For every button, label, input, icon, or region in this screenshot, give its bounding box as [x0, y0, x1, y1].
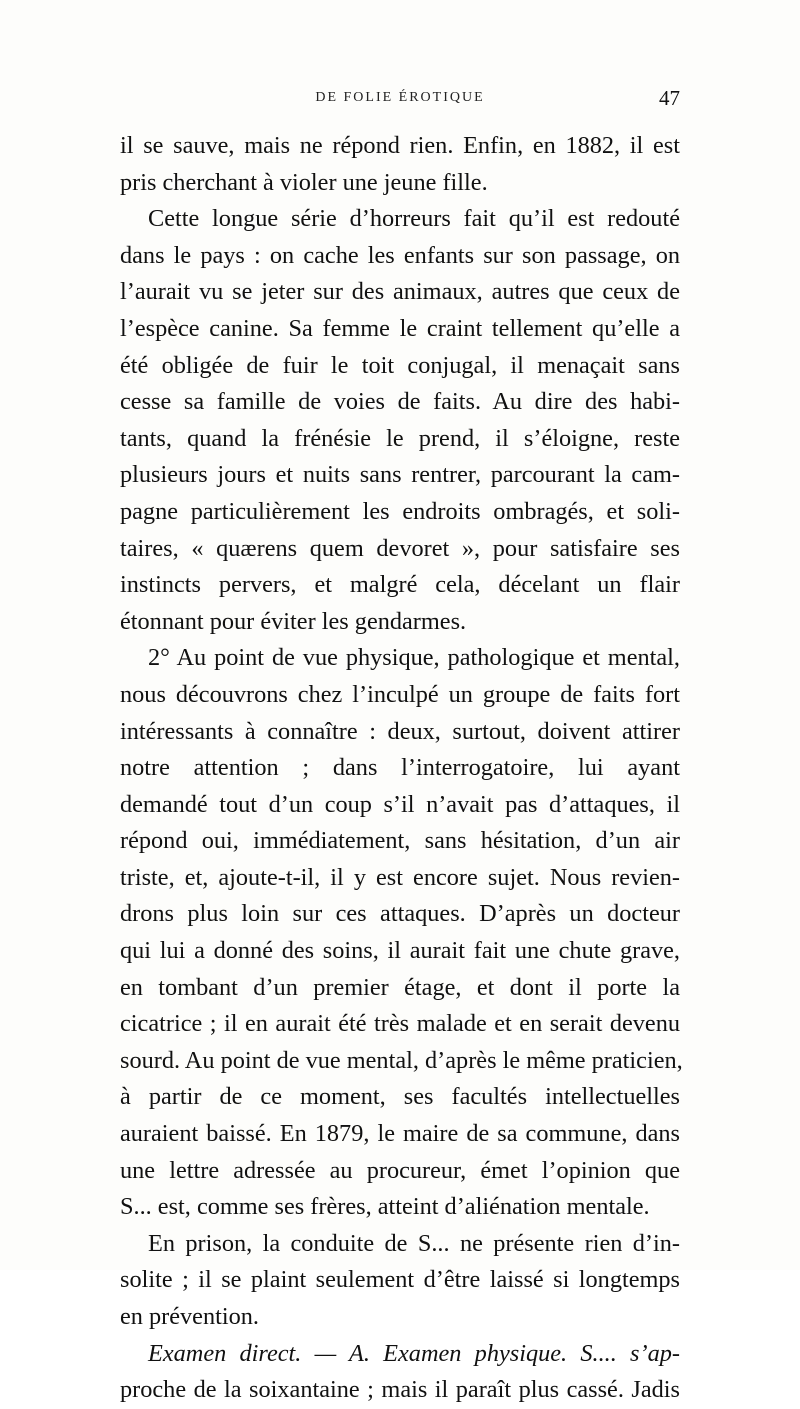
running-head: [120, 86, 680, 118]
text-line: Examen direct. — A. Examen physique. S.... s’ap-: [148, 1339, 680, 1367]
text-line: été obligée de fuir le toit conjugal, il menaçait sans: [120, 351, 680, 379]
text-line: Cette longue série d’horreurs fait qu’il est redouté: [148, 205, 680, 233]
page-number: 47: [659, 86, 680, 110]
text-line: qui lui a donné des soins, il aurait fait une chute grave,: [120, 937, 680, 965]
text-line: pagne particulièrement les endroits ombragés, et soli-: [120, 497, 680, 525]
text-line: cesse sa famille de voies de faits. Au dire des habi-: [120, 388, 680, 416]
text-line: taires, « quærens quem devoret », pour satisfaire ses: [120, 534, 680, 562]
text-line: S... est, comme ses frères, atteint d’aliénation mentale.: [120, 1193, 650, 1221]
text-line: sourd. Au point de vue mental, d’après le même praticien,: [120, 1046, 683, 1074]
text-line: dans le pays : on cache les enfants sur son passage, on: [120, 241, 680, 269]
running-title: DE FOLIE ÉROTIQUE: [315, 90, 485, 105]
text-line: l’aurait vu se jeter sur des animaux, autres que ceux de: [120, 278, 680, 306]
text-line: en prévention.: [120, 1303, 259, 1330]
text-line: tants, quand la frénésie le prend, il s’éloigne, reste: [120, 424, 680, 452]
text-line: auraient baissé. En 1879, le maire de sa commune, dans: [120, 1120, 680, 1148]
text-line: 2° Au point de vue physique, pathologique et mental,: [148, 644, 680, 672]
text-line: solite ; il se plaint seulement d’être laissé si longtemps: [120, 1266, 680, 1294]
text-line: nous découvrons chez l’inculpé un groupe de faits fort: [120, 680, 680, 708]
text-line: demandé tout d’un coup s’il n’avait pas d’attaques, il: [120, 790, 680, 818]
text-line: une lettre adressée au procureur, émet l’opinion que: [120, 1156, 680, 1184]
text-line: il se sauve, mais ne répond rien. Enfin, en 1882, il est: [120, 132, 680, 159]
text-line: répond oui, immédiatement, sans hésitation, d’un air: [120, 827, 680, 855]
text-line: cicatrice ; il en aurait été très malade et en serait devenu: [120, 1010, 680, 1038]
text-line: proche de la soixantaine ; mais il paraît plus cassé. Jadis: [120, 1376, 680, 1404]
body-text: [120, 128, 683, 1409]
text-line: l’espèce canine. Sa femme le craint tellement qu’elle a: [120, 314, 680, 342]
text-line: drons plus loin sur ces attaques. D’après un docteur: [120, 900, 680, 928]
text-line: pris cherchant à violer une jeune fille.: [120, 168, 488, 196]
text-line: étonnant pour éviter les gendarmes.: [120, 607, 467, 635]
text-line: plusieurs jours et nuits sans rentrer, parcourant la cam-: [120, 461, 680, 489]
text-line: en tombant d’un premier étage, et dont il porte la: [120, 973, 680, 1001]
text-line: intéressants à connaître : deux, surtout, doivent attirer: [120, 717, 680, 745]
text-line: En prison, la conduite de S... ne présente rien d’in-: [148, 1229, 680, 1257]
text-line: triste, et, ajoute-t-il, il y est encore sujet. Nous revien-: [120, 863, 680, 891]
text-line: instincts pervers, et malgré cela, décelant un flair: [120, 571, 680, 599]
text-line: à partir de ce moment, ses facultés intellectuelles: [120, 1083, 680, 1111]
text-line: notre attention ; dans l’interrogatoire, lui ayant: [120, 754, 680, 782]
